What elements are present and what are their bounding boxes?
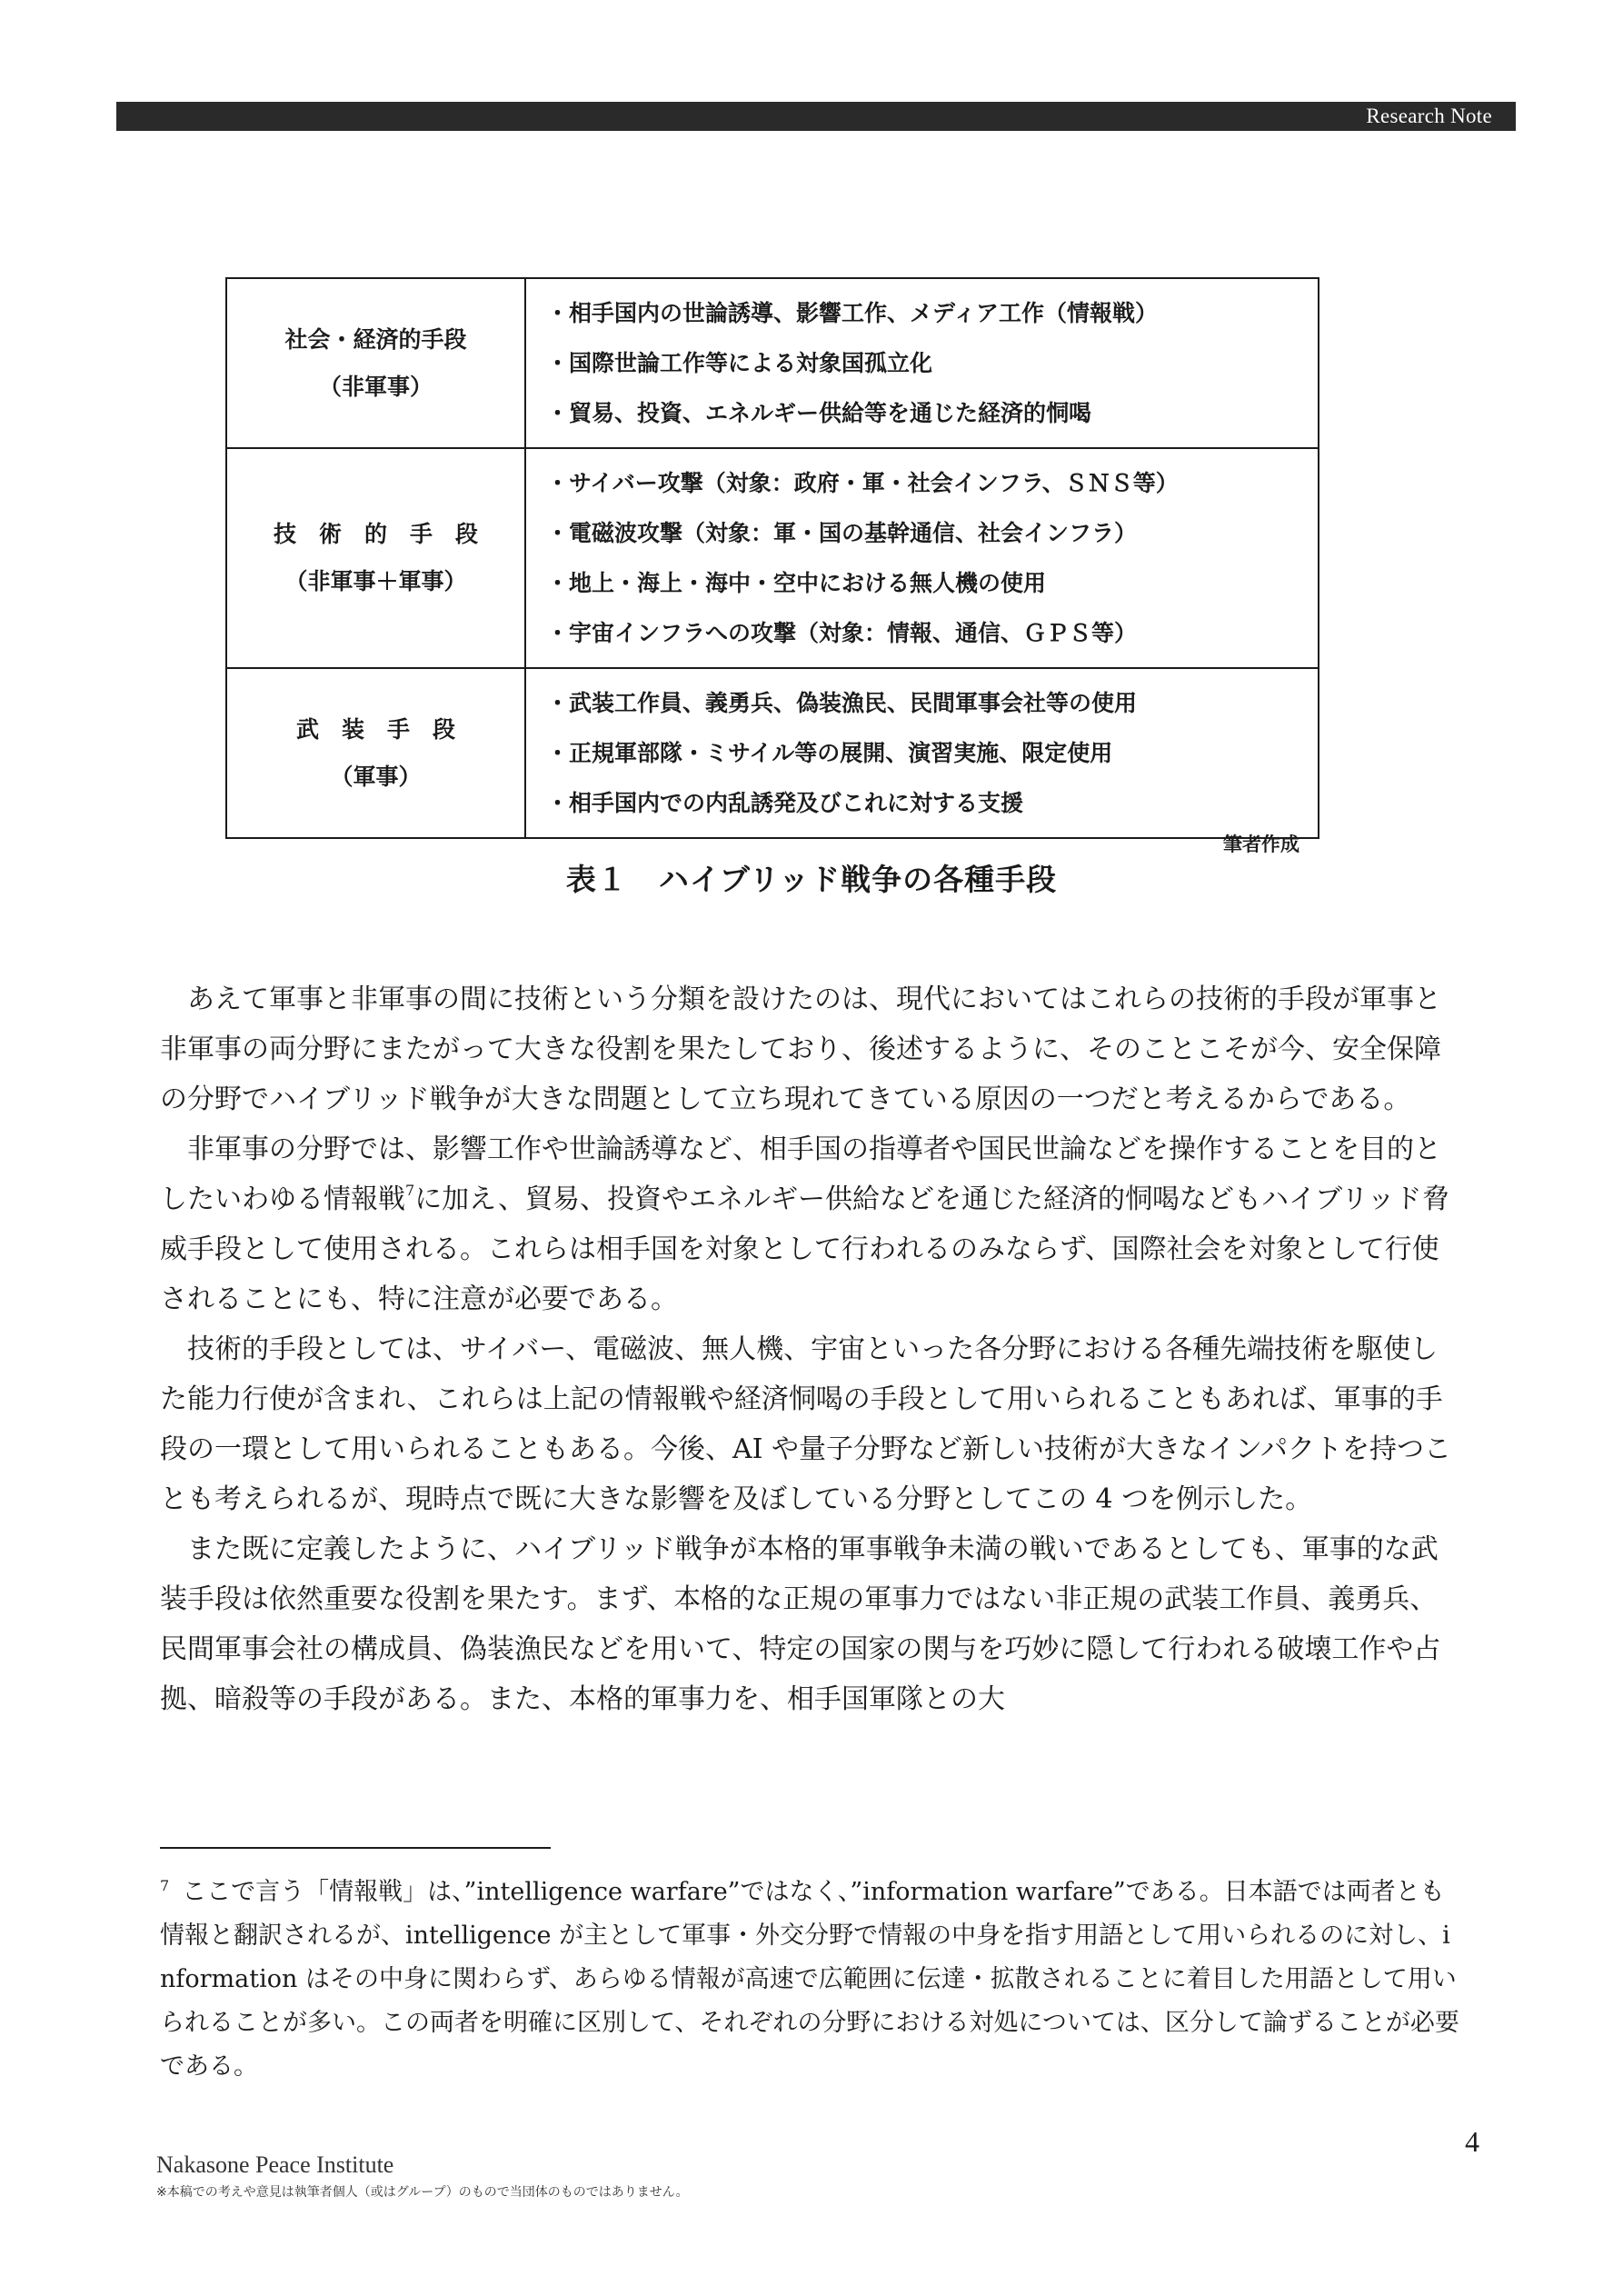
list-item: ・相手国内での内乱誘発及びこれに対する支援 bbox=[546, 790, 1024, 816]
list-item: ・電磁波攻撃（対象：軍・国の基幹通信、社会インフラ） bbox=[546, 520, 1138, 546]
items-cell bbox=[525, 278, 1319, 448]
category-sublabel: （非軍事） bbox=[318, 373, 433, 400]
category-sublabel: （軍事） bbox=[330, 763, 422, 790]
hybrid-means-table-container bbox=[225, 277, 1319, 839]
paragraph-text: に加え、貿易、投資やエネルギー供給などを通じた経済的恫喝などもハイブリッド脅威手段として使用される。これらは相手国を対象として行われるのみならず、国際社会を対象として行使されることにも、特に注意が必要である。 bbox=[160, 1183, 1449, 1315]
table-caption: 表１ ハイブリッド戦争の各種手段 bbox=[565, 862, 1058, 897]
footnote-separator bbox=[160, 1847, 551, 1849]
items-cell bbox=[525, 448, 1319, 668]
list-item: ・貿易、投資、エネルギー供給等を通じた経済的恫喝 bbox=[546, 400, 1092, 426]
category-label: 技 術 的 手 段 bbox=[273, 521, 478, 547]
category-label: 武 装 手 段 bbox=[295, 715, 455, 743]
institute-name: Nakasone Peace Institute bbox=[156, 2151, 394, 2178]
list-item: ・地上・海上・海中・空中における無人機の使用 bbox=[546, 570, 1047, 596]
paragraph: 技術的手段としては、サイバー、電磁波、無人機、宇宙といった各分野における各種先端技術を駆使した能力行使が含まれ、これらは上記の情報戦や経済恫喝の手段として用いられることもあれば、軍事的手段の一環として用いられることもある。今後、AI や量子分野など新しい技術が大きなインパクトを持つことも考えられるが、現時点で既に大きな影響を及ぼしている分野としてこの 4 つを例示した。 bbox=[160, 1333, 1451, 1515]
category-sublabel: （非軍事＋軍事） bbox=[284, 568, 467, 594]
header-bar bbox=[116, 102, 1516, 131]
category-cell bbox=[226, 278, 525, 448]
table-row bbox=[226, 668, 1319, 838]
disclaimer: ※本稿での考えや意見は執筆者個人（或はグループ）のもので当団体のものではありません。 bbox=[156, 2185, 689, 2200]
list-item: ・武装工作員、義勇兵、偽装漁民、民間軍事会社等の使用 bbox=[546, 690, 1138, 716]
list-item: ・相手国内の世論誘導、影響工作、メディア工作（情報戦） bbox=[546, 300, 1159, 326]
category-cell bbox=[226, 668, 525, 838]
table-row bbox=[226, 448, 1319, 668]
footnote-number: 7 bbox=[160, 1877, 170, 1894]
list-item: ・宇宙インフラへの攻撃（対象：情報、通信、ＧＰＳ等） bbox=[546, 620, 1138, 646]
table-source-note: 筆者作成 bbox=[1223, 834, 1299, 855]
footnote-ref[interactable]: 7 bbox=[405, 1182, 415, 1199]
hybrid-means-table bbox=[225, 277, 1319, 839]
footnote bbox=[160, 1871, 1463, 2089]
header-label: Research Note bbox=[1366, 105, 1492, 127]
paragraph: あえて軍事と非軍事の間に技術という分類を設けたのは、現代においてはこれらの技術的手段が軍事と非軍事の両分野にまたがって大きな役割を果たしており、後述するように、そのことこそが今、安全保障の分野でハイブリッド戦争が大きな問題として立ち現れてきている原因の一つだと考えるからである。 bbox=[160, 983, 1441, 1115]
list-item: ・国際世論工作等による対象国孤立化 bbox=[546, 350, 933, 376]
paragraph: また既に定義したように、ハイブリッド戦争が本格的軍事戦争未満の戦いであるとしても、軍事的な武装手段は依然重要な役割を果たす。まず、本格的な正規の軍事力ではない非正規の武装工作員、義勇兵、民間軍事会社の構成員、偽装漁民などを用いて、特定の国家の関与を巧妙に隠して行われる破壊工作や占拠、暗殺等の手段がある。また、本格的軍事力を、相手国軍隊との大 bbox=[160, 1533, 1441, 1715]
list-item: ・サイバー攻撃（対象：政府・軍・社会インフラ、ＳＮＳ等） bbox=[546, 470, 1179, 496]
page-number: 4 bbox=[1465, 2125, 1479, 2158]
footnote-text: ここで言う「情報戦」は、”intelligence warfare”ではなく、”information warfare”である。日本語では両者とも情報と翻訳されるが、intelligence が主として軍事・外交分野で情報の中身を指す用語として用いられるのに対し、information はその中身に関わらず、あらゆる情報が高速で広範囲に伝達・拡散されることに着目した用語として用いられることが多い。この両者を明確に区別して、それぞれの分野における対処については、区分して論ずることが必要である。 bbox=[160, 1878, 1459, 2081]
category-label: 社会・経済的手段 bbox=[284, 325, 467, 353]
table-row bbox=[226, 278, 1319, 448]
paragraph-text: 非軍事の分野では、影響工作や世論誘導など、相手国の指導者や国民世論などを操作することを目的としたいわゆる情報戦 bbox=[160, 1133, 1441, 1215]
items-cell bbox=[525, 668, 1319, 838]
body-text bbox=[160, 974, 1463, 1724]
paragraph bbox=[160, 1124, 1463, 1324]
category-cell bbox=[226, 448, 525, 668]
list-item: ・正規軍部隊・ミサイル等の展開、演習実施、限定使用 bbox=[546, 740, 1113, 766]
